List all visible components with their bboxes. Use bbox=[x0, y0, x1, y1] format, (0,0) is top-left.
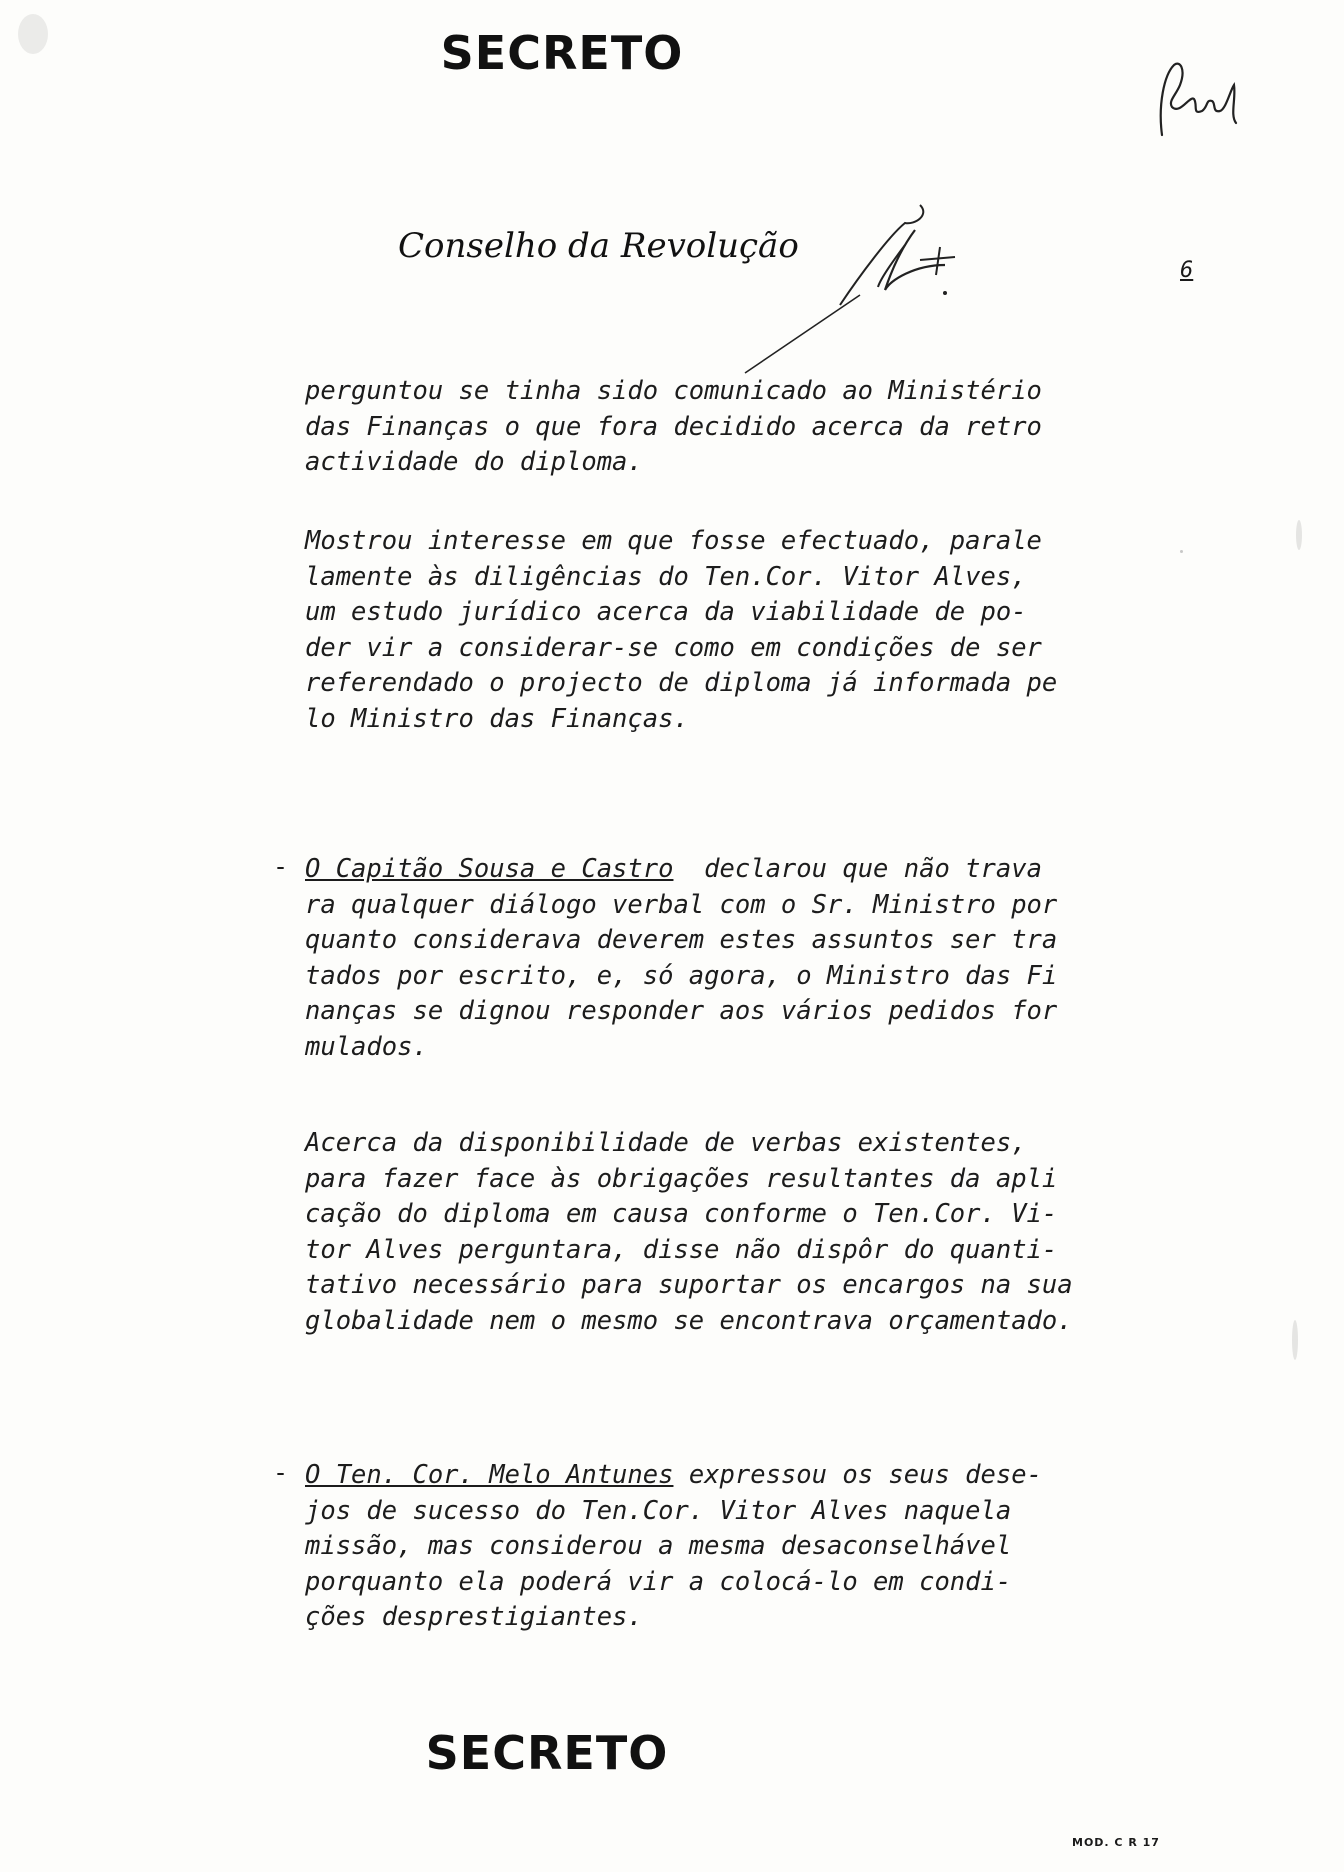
text-line: ções desprestigiantes. bbox=[305, 1602, 643, 1632]
text-line: perguntou se tinha sido comunicado ao Ministério bbox=[305, 376, 1042, 406]
text-line: porquanto ela poderá vir a colocá-lo em condi- bbox=[305, 1566, 1012, 1597]
text-fragment: declarou que não trava bbox=[673, 854, 1042, 884]
text-line bbox=[305, 1458, 1155, 1494]
text-line: Mostrou interesse em que fosse efectuado, parale bbox=[305, 526, 1042, 556]
text-line: actividade do diploma. bbox=[305, 447, 643, 477]
text-line: missão, mas considerou a mesma desaconselhável bbox=[305, 1531, 1012, 1561]
handwritten-initials bbox=[740, 195, 980, 375]
classification-stamp-bottom: SECRETO bbox=[425, 1726, 669, 1780]
speaker-name: O Capitão Sousa e Castro bbox=[305, 854, 674, 884]
page-number: 6 bbox=[1180, 258, 1194, 283]
text-line: um estudo jurídico acerca da viabilidade de po- bbox=[305, 597, 1027, 627]
item-dash: - bbox=[273, 852, 289, 881]
paragraph-3 bbox=[305, 1126, 1155, 1339]
item-1 bbox=[305, 852, 1155, 1065]
text-fragment: expressou os seus dese- bbox=[673, 1460, 1042, 1490]
text-line: quanto considerava deverem estes assuntos ser tra bbox=[305, 925, 1058, 955]
text-line: ra qualquer diálogo verbal com o Sr. Ministro por bbox=[305, 889, 1058, 920]
text-line: mulados. bbox=[305, 1031, 428, 1062]
text-line: tativo necessário para suportar os encargos na sua bbox=[305, 1270, 1073, 1300]
text-line: cação do diploma em causa conforme o Ten.Cor. Vi- bbox=[305, 1199, 1058, 1229]
text-line: nanças se dignou responder aos vários pedidos for bbox=[305, 996, 1058, 1026]
text-line: para fazer face às obrigações resultantes da apli bbox=[305, 1163, 1058, 1194]
scan-speck bbox=[1292, 1320, 1298, 1360]
scan-speck bbox=[18, 14, 48, 54]
classification-stamp-top: SECRETO bbox=[440, 26, 684, 80]
text-line: der vir a considerar-se como em condições de ser bbox=[305, 632, 1042, 663]
item-2 bbox=[305, 1458, 1155, 1636]
scan-speck bbox=[1296, 520, 1302, 550]
text-line: globalidade nem o mesmo se encontrava orçamentado. bbox=[305, 1305, 1073, 1336]
paragraph-1 bbox=[305, 374, 1155, 481]
text-line: tados por escrito, e, só agora, o Ministro das Fi bbox=[305, 960, 1058, 991]
letterhead-title: Conselho da Revolução bbox=[398, 226, 799, 266]
text-line bbox=[305, 852, 1155, 888]
form-code: MOD. C R 17 bbox=[1072, 1836, 1160, 1849]
text-line: jos de sucesso do Ten.Cor. Vitor Alves naquela bbox=[305, 1495, 1012, 1526]
text-line: lo Ministro das Finanças. bbox=[305, 703, 689, 734]
text-line: Acerca da disponibilidade de verbas existentes, bbox=[305, 1128, 1027, 1158]
text-line: lamente às diligências do Ten.Cor. Vitor Alves, bbox=[305, 561, 1027, 592]
paragraph-2 bbox=[305, 524, 1155, 737]
handwritten-signature bbox=[1150, 55, 1245, 150]
text-line: referendado o projecto de diploma já informada pe bbox=[305, 668, 1058, 698]
speaker-name: O Ten. Cor. Melo Antunes bbox=[305, 1460, 674, 1490]
scan-speck bbox=[1180, 550, 1183, 553]
item-dash: - bbox=[273, 1458, 289, 1487]
text-line: tor Alves perguntara, disse não dispôr do quanti- bbox=[305, 1234, 1058, 1265]
text-line: das Finanças o que fora decidido acerca da retro bbox=[305, 411, 1042, 442]
